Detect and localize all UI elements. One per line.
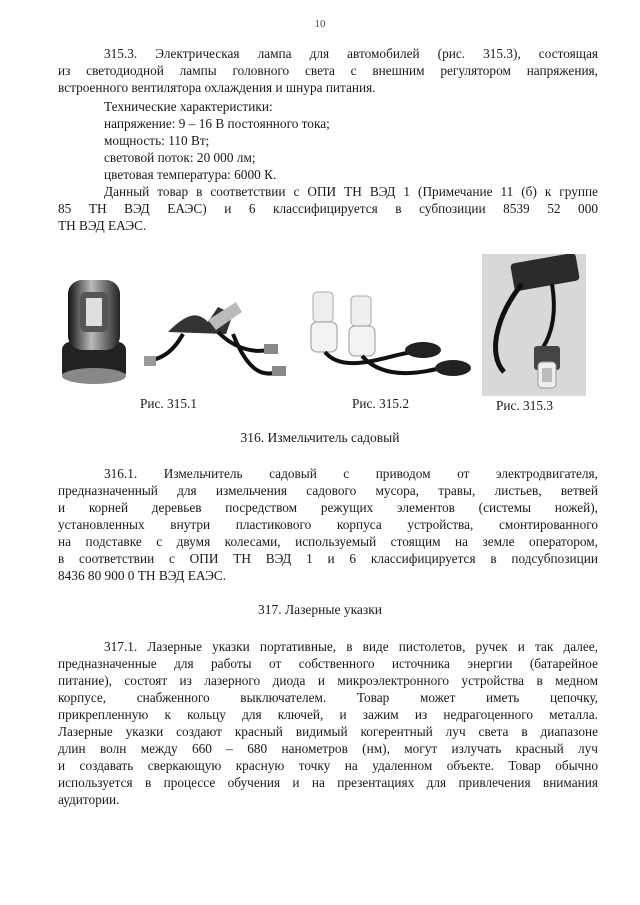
paragraph-317-1 bbox=[58, 638, 598, 808]
text-line: предназначенный для измельчения садового мусора, травы, листьев, ветвей bbox=[58, 483, 598, 498]
heading-316: 316. Измельчитель садовый bbox=[240, 430, 400, 445]
paragraph-315-3 bbox=[58, 45, 598, 96]
spec-item: мощность: 110 Вт; bbox=[104, 133, 210, 148]
specs-title: Технические характеристики: bbox=[104, 99, 273, 114]
figure-315-3-photo bbox=[482, 254, 586, 396]
text-line: прикрепленную к кольцу для ключей, и зажим из недрагоценного металла. bbox=[58, 707, 598, 722]
spec-item: световой поток: 20 000 лм; bbox=[104, 150, 256, 165]
text-line: ТН ВЭД ЕАЭС. bbox=[58, 218, 147, 233]
text-line: из светодиодной лампы головного света с внешним регулятором напряжения, bbox=[58, 63, 598, 78]
text-line: корпусе, снабженного выключателем. Товар может иметь цепочку, bbox=[58, 690, 598, 705]
figure-315-3-caption: Рис. 315.3 bbox=[496, 398, 553, 413]
text-line: и создавать сверкающую красную точку на удаленном объекте. Товар обычно bbox=[58, 758, 598, 773]
text-line: 317.1. Лазерные указки портативные, в виде пистолетов, ручек и так далее, bbox=[104, 639, 598, 654]
text-line: на подставке с двумя колесами, используемый стоящим на земле оператором, bbox=[58, 534, 598, 549]
text-line: в соответствии с ОПИ ТН ВЭД 1 и 6 классифицируется в подсубпозиции bbox=[58, 551, 598, 566]
text-line: длин волн между 660 – 680 нанометров (нм), могут излучать красный луч bbox=[58, 741, 598, 756]
text-line: и корней деревьев посредством режущих элементов (системы ножей), bbox=[58, 500, 598, 515]
text-line: 8436 80 900 0 ТН ВЭД ЕАЭС. bbox=[58, 568, 227, 583]
heading-317: 317. Лазерные указки bbox=[257, 602, 383, 617]
spec-item: напряжение: 9 – 16 В постоянного тока; bbox=[104, 116, 330, 131]
text-line: 315.3. Электрическая лампа для автомобилей (рис. 315.3), состоящая bbox=[104, 46, 598, 61]
figure-315-2-caption: Рис. 315.2 bbox=[352, 396, 409, 411]
figure-315-2-photo bbox=[305, 282, 475, 394]
text-line: предназначенные для работы от собственного источника энергии (батарейное bbox=[58, 656, 598, 671]
text-line: 85 ТН ВЭД ЕАЭС) и 6 классифицируется в субпозиции 8539 52 000 bbox=[58, 201, 598, 216]
figure-315-1-caption: Рис. 315.1 bbox=[140, 396, 197, 411]
specs-list bbox=[104, 98, 598, 183]
text-line: встроенного вентилятора охлаждения и шнура питания. bbox=[58, 80, 376, 95]
paragraph-316-1 bbox=[58, 465, 598, 584]
text-line: 316.1. Измельчитель садовый с приводом от электродвигателя, bbox=[104, 466, 598, 481]
text-line: питание), состоят из лазерного диода и микроэлектронного устройства в медном bbox=[58, 673, 598, 688]
text-line: установленных внутри пластикового корпуса устройства, смонтированного bbox=[58, 517, 598, 532]
spec-item: цветовая температура: 6000 К. bbox=[104, 167, 277, 182]
text-line: Лазерные указки создают красный видимый когерентный луч света в диапазоне bbox=[58, 724, 598, 739]
paragraph-315-3-classification bbox=[58, 183, 598, 234]
text-line: используется в процессе обучения и на презентациях для привлечения внимания bbox=[58, 775, 598, 790]
page-number: 10 bbox=[314, 18, 326, 30]
text-line: аудитории. bbox=[58, 792, 120, 807]
text-line: Данный товар в соответствии с ОПИ ТН ВЭД 1 (Примечание 11 (б) к группе bbox=[104, 184, 598, 199]
figure-315-1-photo bbox=[58, 272, 298, 392]
